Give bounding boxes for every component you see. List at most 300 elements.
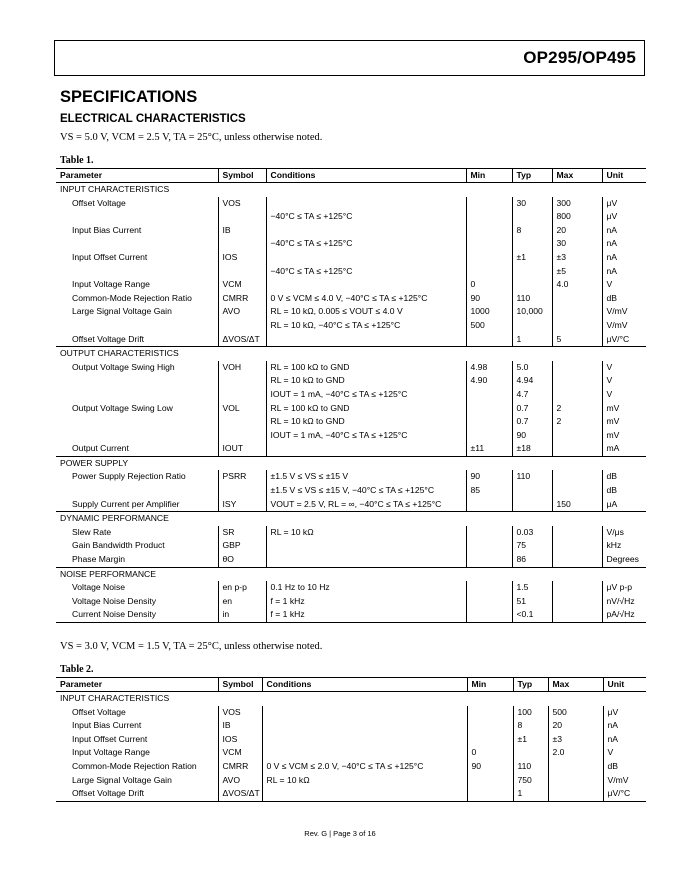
cell-p: Output Current [72, 443, 129, 454]
section-row [56, 512, 646, 526]
table-row [56, 553, 646, 567]
cell-p: Current Noise Density [56, 608, 218, 622]
cell-p: Gain Bandwidth Product [72, 540, 165, 551]
cell-max [552, 388, 602, 402]
cell-max [552, 526, 602, 540]
cell-p: Output Voltage Swing Low [72, 402, 173, 413]
cell-max [548, 760, 603, 774]
cell-p [56, 388, 218, 402]
page-footer: Rev. G | Page 3 of 16 [304, 829, 376, 838]
cell-s: ΔVOS/ΔT [218, 787, 262, 801]
cell-typ [512, 498, 552, 512]
cell-s [218, 484, 266, 498]
spec-table-2 [56, 677, 646, 802]
cell-u: V/mV [603, 774, 646, 788]
cell-c: RL = 10 kΩ to GND [266, 374, 466, 388]
cell-u: mV [602, 415, 646, 429]
cell-min [466, 415, 512, 429]
cell-max [552, 361, 602, 375]
cell-max: 20 [548, 719, 603, 733]
cell-max [552, 608, 602, 622]
cell-typ: 30 [512, 197, 552, 211]
column-header: Symbol [218, 169, 266, 183]
cell-c [262, 746, 467, 760]
column-header: Parameter [56, 678, 218, 692]
cell-c [266, 251, 466, 265]
cell-c [266, 224, 466, 238]
cell-p [56, 237, 218, 251]
cell-typ [512, 237, 552, 251]
column-header: Typ [513, 678, 548, 692]
cell-p: Offset Voltage [72, 197, 126, 208]
cell-max: ±5 [552, 265, 602, 279]
cell-s: in [218, 608, 266, 622]
column-header: Unit [603, 678, 646, 692]
cell-c: RL = 10 kΩ to GND [266, 415, 466, 429]
table-row [56, 498, 646, 512]
table-row [56, 361, 646, 375]
table-row [56, 787, 646, 801]
cell-max [552, 442, 602, 456]
part-number: OP295/OP495 [523, 48, 636, 67]
cell-min [466, 608, 512, 622]
cell-p [56, 429, 218, 443]
cell-p: Input Offset Current [72, 251, 148, 262]
cell-typ: 0.7 [512, 402, 552, 416]
cell-typ: 8 [512, 224, 552, 238]
table-row [56, 706, 646, 720]
section-heading: NOISE PERFORMANCE [56, 567, 646, 581]
cell-u: dB [603, 760, 646, 774]
table-row [56, 595, 646, 609]
cell-u: mV [602, 429, 646, 443]
cell-s: VCM [218, 278, 266, 292]
table-row [56, 429, 646, 443]
table-row [56, 539, 646, 553]
column-header: Conditions [266, 169, 466, 183]
table2-conditions: VS = 3.0 V, VCM = 1.5 V, TA = 25°C, unless otherwise noted. [60, 641, 323, 652]
cell-min [466, 526, 512, 540]
cell-max [552, 470, 602, 484]
cell-typ: 0.03 [512, 526, 552, 540]
cell-p: Input Voltage Range [72, 279, 150, 290]
cell-max: 150 [552, 498, 602, 512]
cell-p: Power Supply Rejection Ratio [72, 471, 186, 482]
cell-c: 0 V ≤ VCM ≤ 2.0 V, −40°C ≤ TA ≤ +125°C [262, 760, 467, 774]
cell-s [218, 415, 266, 429]
column-header: Max [552, 169, 602, 183]
cell-c [266, 278, 466, 292]
cell-s: IB [218, 224, 266, 238]
cell-p: Output Voltage Swing High [72, 361, 175, 372]
cell-min [466, 251, 512, 265]
cell-typ [512, 265, 552, 279]
cell-s [218, 210, 266, 224]
column-header: Symbol [218, 678, 262, 692]
cell-min [466, 581, 512, 595]
cell-p: Large Signal Voltage Gain [72, 774, 172, 785]
cell-min: 85 [466, 484, 512, 498]
cell-p: Input Offset Current [72, 733, 148, 744]
cell-min [467, 706, 513, 720]
cell-max: 300 [552, 197, 602, 211]
cell-min: 90 [466, 292, 512, 306]
cell-p: Phase Margin [72, 554, 126, 565]
column-header: Unit [602, 169, 646, 183]
table-row [56, 224, 646, 238]
table-row [56, 760, 646, 774]
cell-s: SR [218, 526, 266, 540]
cell-c: f = 1 kHz [266, 608, 466, 622]
cell-c [262, 719, 467, 733]
cell-u: V/mV [602, 319, 646, 333]
cell-min [467, 719, 513, 733]
table-row [56, 470, 646, 484]
cell-p [56, 415, 218, 429]
cell-c: RL = 10 kΩ [262, 774, 467, 788]
cell-p: Supply Current per Amplifier [72, 498, 180, 509]
cell-min: 500 [466, 319, 512, 333]
cell-u: nA [603, 719, 646, 733]
cell-min [466, 539, 512, 553]
page-header [54, 40, 645, 76]
cell-min: 0 [466, 278, 512, 292]
section-row [56, 692, 646, 706]
cell-c [266, 553, 466, 567]
cell-u: μV p-p [602, 581, 646, 595]
cell-c: f = 1 kHz [266, 595, 466, 609]
cell-c: RL = 10 kΩ [266, 526, 466, 540]
cell-typ: 0.7 [512, 415, 552, 429]
cell-min: 4.90 [466, 374, 512, 388]
cell-max [552, 429, 602, 443]
cell-max [552, 319, 602, 333]
subsection-title: ELECTRICAL CHARACTERISTICS [60, 113, 246, 125]
cell-typ: 4.7 [512, 388, 552, 402]
cell-typ: 90 [512, 429, 552, 443]
cell-c: VOUT = 2.5 V, RL = ∞, −40°C ≤ TA ≤ +125°C [266, 498, 466, 512]
cell-c: RL = 10 kΩ, −40°C ≤ TA ≤ +125°C [266, 319, 466, 333]
cell-min: ±11 [466, 442, 512, 456]
cell-u: dB [602, 470, 646, 484]
cell-typ: ±1 [512, 251, 552, 265]
cell-typ: 86 [512, 553, 552, 567]
cell-c: −40°C ≤ TA ≤ +125°C [266, 265, 466, 279]
table-row [56, 581, 646, 595]
cell-u: nA [602, 224, 646, 238]
cell-max [552, 292, 602, 306]
table-row [56, 415, 646, 429]
cell-s: VOS [218, 706, 262, 720]
cell-min: 1000 [466, 305, 512, 319]
cell-max: 20 [552, 224, 602, 238]
cell-max: 2 [552, 415, 602, 429]
cell-c: RL = 100 kΩ to GND [266, 402, 466, 416]
cell-c: 0.1 Hz to 10 Hz [266, 581, 466, 595]
section-heading: DYNAMIC PERFORMANCE [56, 512, 646, 526]
table-row [56, 733, 646, 747]
cell-c [262, 733, 467, 747]
cell-c: ±1.5 V ≤ VS ≤ ±15 V [266, 470, 466, 484]
column-header: Min [466, 169, 512, 183]
cell-p: Voltage Noise Density [72, 595, 157, 606]
cell-s [218, 265, 266, 279]
table-row [56, 265, 646, 279]
cell-typ: 110 [512, 470, 552, 484]
cell-max [552, 374, 602, 388]
table-row [56, 305, 646, 319]
cell-typ: 110 [512, 292, 552, 306]
cell-typ: 1.5 [512, 581, 552, 595]
cell-max [552, 484, 602, 498]
cell-u: V [602, 374, 646, 388]
cell-u: μA [602, 498, 646, 512]
cell-s: en [218, 595, 266, 609]
table-row [56, 526, 646, 540]
cell-p [56, 374, 218, 388]
cell-u: V [602, 388, 646, 402]
cell-typ: 51 [512, 595, 552, 609]
table-row [56, 292, 646, 306]
table-row [56, 608, 646, 622]
cell-u: V/μs [602, 526, 646, 540]
cell-typ: 10,000 [512, 305, 552, 319]
cell-max: ±3 [552, 251, 602, 265]
cell-u: nV/√Hz [602, 595, 646, 609]
cell-typ: 1 [512, 333, 552, 347]
table-row [56, 388, 646, 402]
cell-typ [512, 484, 552, 498]
cell-u: dB [602, 484, 646, 498]
cell-max: 800 [552, 210, 602, 224]
cell-max [552, 305, 602, 319]
column-header: Conditions [262, 678, 467, 692]
cell-c [266, 539, 466, 553]
cell-max: 4.0 [552, 278, 602, 292]
cell-u: nA [602, 237, 646, 251]
cell-u: nA [603, 733, 646, 747]
table-row [56, 374, 646, 388]
cell-typ: ±18 [512, 442, 552, 456]
cell-typ: 75 [512, 539, 552, 553]
cell-u: V [603, 746, 646, 760]
cell-c: ±1.5 V ≤ VS ≤ ±15 V, −40°C ≤ TA ≤ +125°C [266, 484, 466, 498]
cell-max [552, 553, 602, 567]
cell-s: VCM [218, 746, 262, 760]
cell-min [467, 787, 513, 801]
table-row [56, 746, 646, 760]
section-heading: INPUT CHARACTERISTICS [56, 692, 646, 706]
cell-u: μV [602, 210, 646, 224]
cell-u: μV/°C [603, 787, 646, 801]
table-row [56, 278, 646, 292]
cell-u: μV [603, 706, 646, 720]
cell-min: 90 [466, 470, 512, 484]
cell-c [262, 706, 467, 720]
cell-s: ΔVOS/ΔT [218, 333, 266, 347]
cell-max: 5 [552, 333, 602, 347]
cell-p: Slew Rate [72, 526, 112, 537]
cell-s: PSRR [218, 470, 266, 484]
cell-s: IOUT [218, 442, 266, 456]
section-heading: POWER SUPPLY [56, 456, 646, 470]
cell-min [466, 553, 512, 567]
cell-s: IOS [218, 251, 266, 265]
table-row [56, 402, 646, 416]
cell-typ [512, 210, 552, 224]
cell-p [56, 319, 218, 333]
cell-max: ±3 [548, 733, 603, 747]
cell-c: IOUT = 1 mA, −40°C ≤ TA ≤ +125°C [266, 388, 466, 402]
cell-c: 0 V ≤ VCM ≤ 4.0 V, −40°C ≤ TA ≤ +125°C [266, 292, 466, 306]
cell-s [218, 319, 266, 333]
cell-u: dB [602, 292, 646, 306]
cell-p [56, 210, 218, 224]
cell-min: 4.98 [466, 361, 512, 375]
cell-u: nA [602, 251, 646, 265]
section-row [56, 456, 646, 470]
table-header-row [56, 678, 646, 692]
cell-u: nA [602, 265, 646, 279]
table-row [56, 210, 646, 224]
cell-s [218, 388, 266, 402]
cell-min [466, 237, 512, 251]
cell-s: CMRR [218, 760, 262, 774]
cell-s [218, 374, 266, 388]
cell-typ: 1 [513, 787, 548, 801]
cell-p: Offset Voltage [72, 706, 126, 717]
section-title: SPECIFICATIONS [60, 88, 198, 106]
cell-p: Offset Voltage Drift [56, 787, 218, 801]
table-row [56, 484, 646, 498]
cell-s: ISY [218, 498, 266, 512]
cell-u: kHz [602, 539, 646, 553]
cell-c: RL = 100 kΩ to GND [266, 361, 466, 375]
table1-label: Table 1. [60, 155, 94, 166]
cell-p: Common-Mode Rejection Ration [72, 760, 197, 771]
table-row [56, 719, 646, 733]
table1-conditions: VS = 5.0 V, VCM = 2.5 V, TA = 25°C, unless otherwise noted. [60, 132, 323, 143]
cell-u: mA [602, 442, 646, 456]
cell-min: 0 [467, 746, 513, 760]
cell-min [466, 210, 512, 224]
cell-min [466, 595, 512, 609]
cell-p: Input Bias Current [72, 224, 142, 235]
cell-s: VOS [218, 197, 266, 211]
table-row [56, 319, 646, 333]
cell-max: 2 [552, 402, 602, 416]
cell-min [466, 429, 512, 443]
cell-p: Input Bias Current [72, 720, 142, 731]
cell-s: VOL [218, 402, 266, 416]
cell-p [56, 265, 218, 279]
cell-min [467, 733, 513, 747]
cell-min [466, 197, 512, 211]
cell-s: VOH [218, 361, 266, 375]
cell-s: en p-p [218, 581, 266, 595]
cell-typ: 5.0 [512, 361, 552, 375]
table-row [56, 442, 646, 456]
cell-u: μV [602, 197, 646, 211]
cell-s: AVO [218, 774, 262, 788]
cell-p: Large Signal Voltage Gain [72, 306, 172, 317]
column-header: Parameter [56, 169, 218, 183]
cell-s: CMRR [218, 292, 266, 306]
cell-u: μV/°C [602, 333, 646, 347]
cell-p: Common-Mode Rejection Ratio [72, 292, 192, 303]
cell-c: IOUT = 1 mA, −40°C ≤ TA ≤ +125°C [266, 429, 466, 443]
cell-c [266, 197, 466, 211]
cell-s: AVO [218, 305, 266, 319]
cell-typ: 4.94 [512, 374, 552, 388]
cell-typ: ±1 [513, 733, 548, 747]
cell-typ: 750 [513, 774, 548, 788]
cell-u: Degrees [602, 553, 646, 567]
section-row [56, 567, 646, 581]
cell-typ [512, 278, 552, 292]
cell-min [466, 265, 512, 279]
cell-typ [513, 746, 548, 760]
cell-s [218, 429, 266, 443]
column-header: Max [548, 678, 603, 692]
cell-s: IB [218, 719, 262, 733]
cell-max: 2.0 [548, 746, 603, 760]
cell-max [548, 774, 603, 788]
section-heading: OUTPUT CHARACTERISTICS [56, 347, 646, 361]
cell-max [552, 595, 602, 609]
cell-max [552, 539, 602, 553]
cell-s: GBP [218, 539, 266, 553]
cell-u: pA/√Hz [602, 608, 646, 622]
cell-u: mV [602, 402, 646, 416]
cell-c [262, 787, 467, 801]
table-row [56, 333, 646, 347]
cell-min [466, 402, 512, 416]
table2-label: Table 2. [60, 664, 94, 675]
cell-min [466, 333, 512, 347]
cell-u: V [602, 278, 646, 292]
cell-min: 90 [467, 760, 513, 774]
cell-c [266, 442, 466, 456]
cell-min [466, 224, 512, 238]
cell-max [548, 787, 603, 801]
cell-c [266, 333, 466, 347]
section-heading: INPUT CHARACTERISTICS [56, 183, 646, 197]
cell-p: Voltage Noise [72, 582, 126, 593]
cell-min [466, 498, 512, 512]
cell-min [466, 388, 512, 402]
column-header: Typ [512, 169, 552, 183]
section-row [56, 183, 646, 197]
cell-u: V/mV [602, 305, 646, 319]
cell-typ: 8 [513, 719, 548, 733]
cell-c: −40°C ≤ TA ≤ +125°C [266, 237, 466, 251]
table-header-row [56, 169, 646, 183]
cell-max: 500 [548, 706, 603, 720]
section-row [56, 347, 646, 361]
cell-c: RL = 10 kΩ, 0.005 ≤ VOUT ≤ 4.0 V [266, 305, 466, 319]
cell-typ [512, 319, 552, 333]
cell-min [467, 774, 513, 788]
cell-s: IOS [218, 733, 262, 747]
cell-typ: <0.1 [512, 608, 552, 622]
cell-max [552, 581, 602, 595]
cell-max: 30 [552, 237, 602, 251]
table-row [56, 197, 646, 211]
cell-p: Offset Voltage Drift [72, 333, 144, 344]
column-header: Min [467, 678, 513, 692]
spec-table-1 [56, 168, 646, 623]
